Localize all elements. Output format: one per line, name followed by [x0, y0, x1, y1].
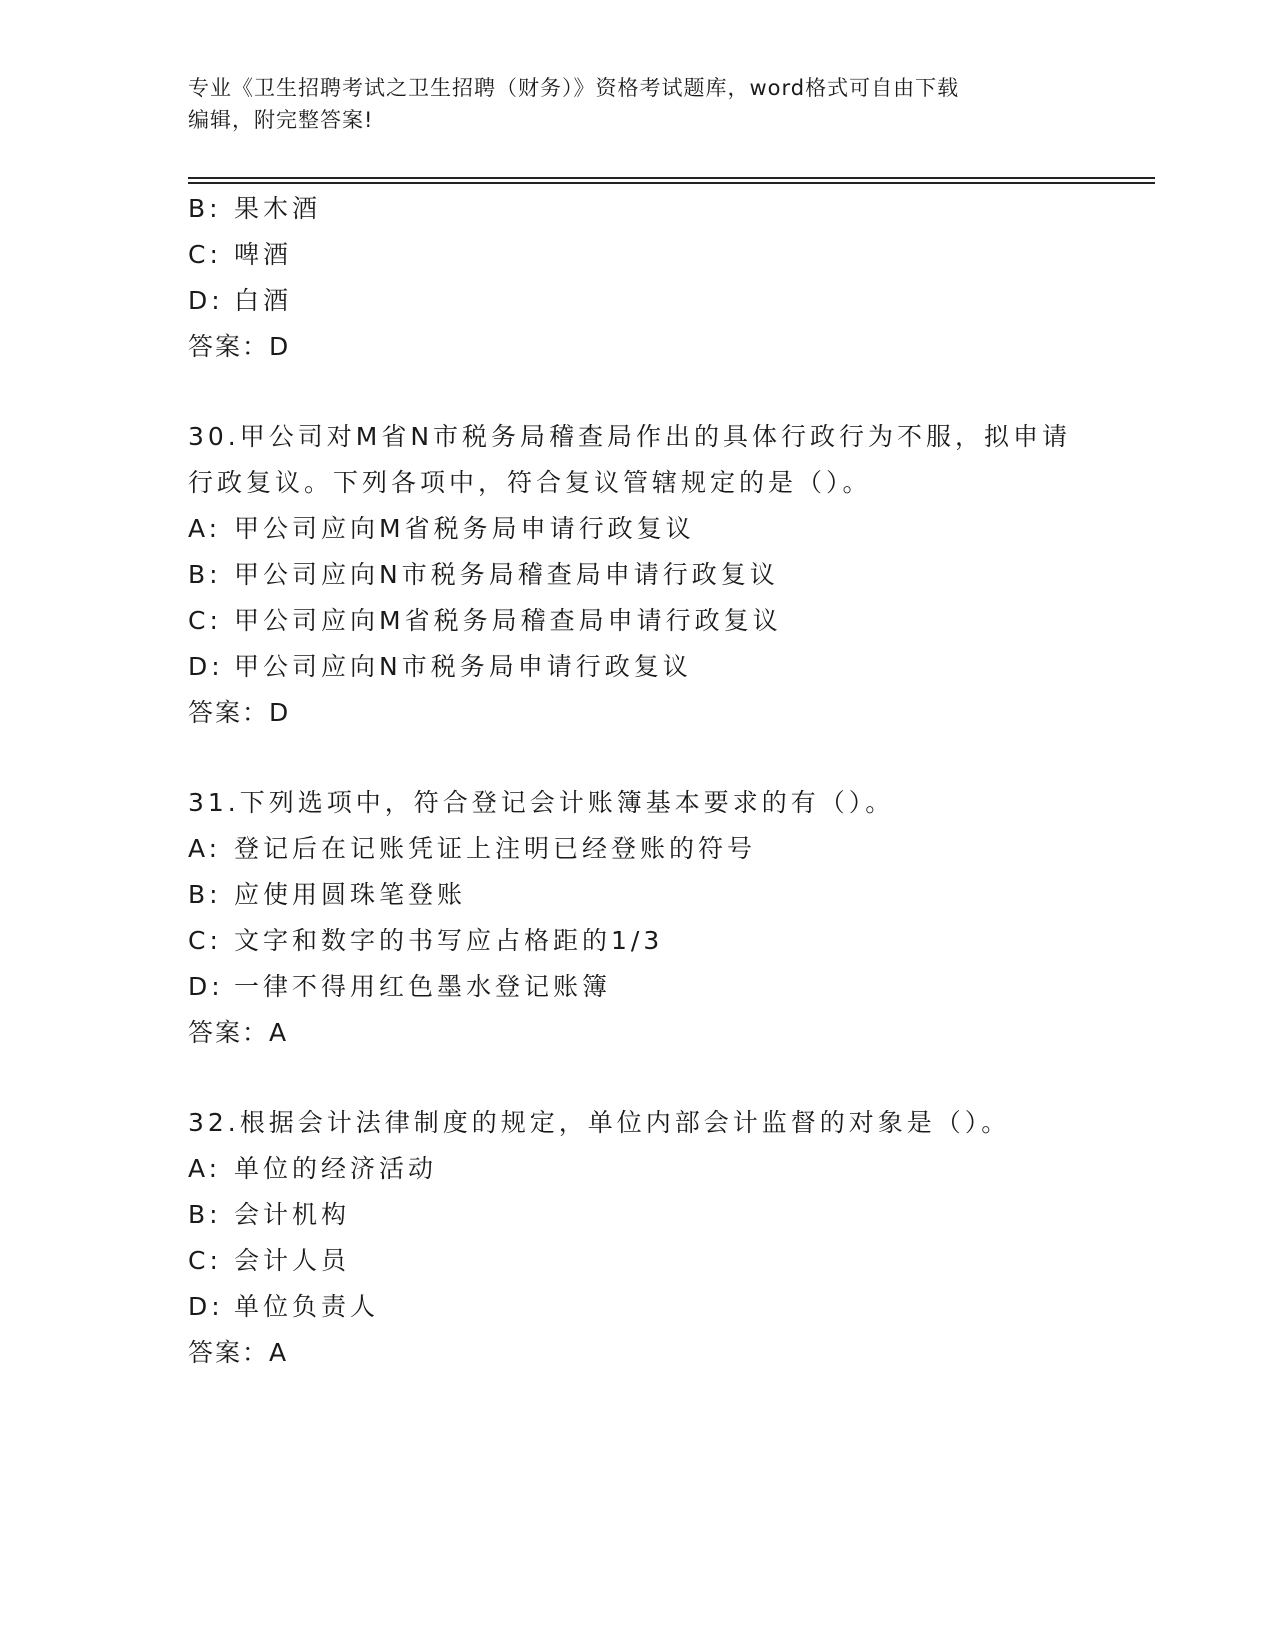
answer: 答案：D	[188, 332, 291, 361]
option-c: C: 会计人员	[188, 1246, 351, 1275]
question-text-line: 32.根据会计法律制度的规定，单位内部会计监督的对象是（）。	[188, 1108, 1011, 1137]
option-a: A: 单位的经济活动	[188, 1154, 438, 1183]
option-b: B: 甲公司应向N市税务局稽查局申请行政复议	[188, 560, 779, 589]
option-b: B: 会计机构	[188, 1200, 351, 1229]
option-c: C: 啤酒	[188, 240, 293, 269]
option-d: D: 白酒	[188, 286, 293, 315]
answer: 答案：A	[188, 1338, 289, 1367]
header-rule-top	[188, 177, 1155, 179]
header-rule-bottom	[188, 182, 1155, 184]
question-32	[188, 1100, 1088, 1376]
option-a: A: 登记后在记账凭证上注明已经登账的符号	[188, 834, 757, 863]
option-c: C: 甲公司应向M省税务局稽查局申请行政复议	[188, 606, 782, 635]
spacer	[188, 736, 1088, 780]
question-list	[188, 186, 1088, 1376]
option-b: B: 应使用圆珠笔登账	[188, 880, 467, 909]
spacer	[188, 370, 1088, 414]
answer: 答案：D	[188, 698, 291, 727]
answer: 答案：A	[188, 1018, 289, 1047]
question-text-line: 30.甲公司对M省N市税务局稽查局作出的具体行政行为不服，拟申请	[188, 422, 1072, 451]
question-text-line: 31.下列选项中，符合登记会计账簿基本要求的有（）。	[188, 788, 895, 817]
spacer	[188, 1056, 1088, 1100]
option-b: B: 果木酒	[188, 194, 322, 223]
option-d: D: 甲公司应向N市税务局申请行政复议	[188, 652, 692, 681]
question-30	[188, 414, 1088, 736]
option-d: D: 一律不得用红色墨水登记账簿	[188, 972, 612, 1001]
header-line-2: 编辑，附完整答案!	[188, 108, 374, 132]
option-d: D: 单位负责人	[188, 1292, 380, 1321]
question-text-line: 行政复议。下列各项中，符合复议管辖规定的是（）。	[188, 468, 872, 497]
question-31	[188, 780, 1088, 1056]
header-line-1: 专业《卫生招聘考试之卫生招聘（财务）》资格考试题库，word格式可自由下载	[188, 76, 960, 100]
option-c: C: 文字和数字的书写应占格距的1/3	[188, 926, 664, 955]
question-29	[188, 186, 1088, 370]
option-a: A: 甲公司应向M省税务局申请行政复议	[188, 514, 695, 543]
document-header	[188, 72, 1088, 136]
